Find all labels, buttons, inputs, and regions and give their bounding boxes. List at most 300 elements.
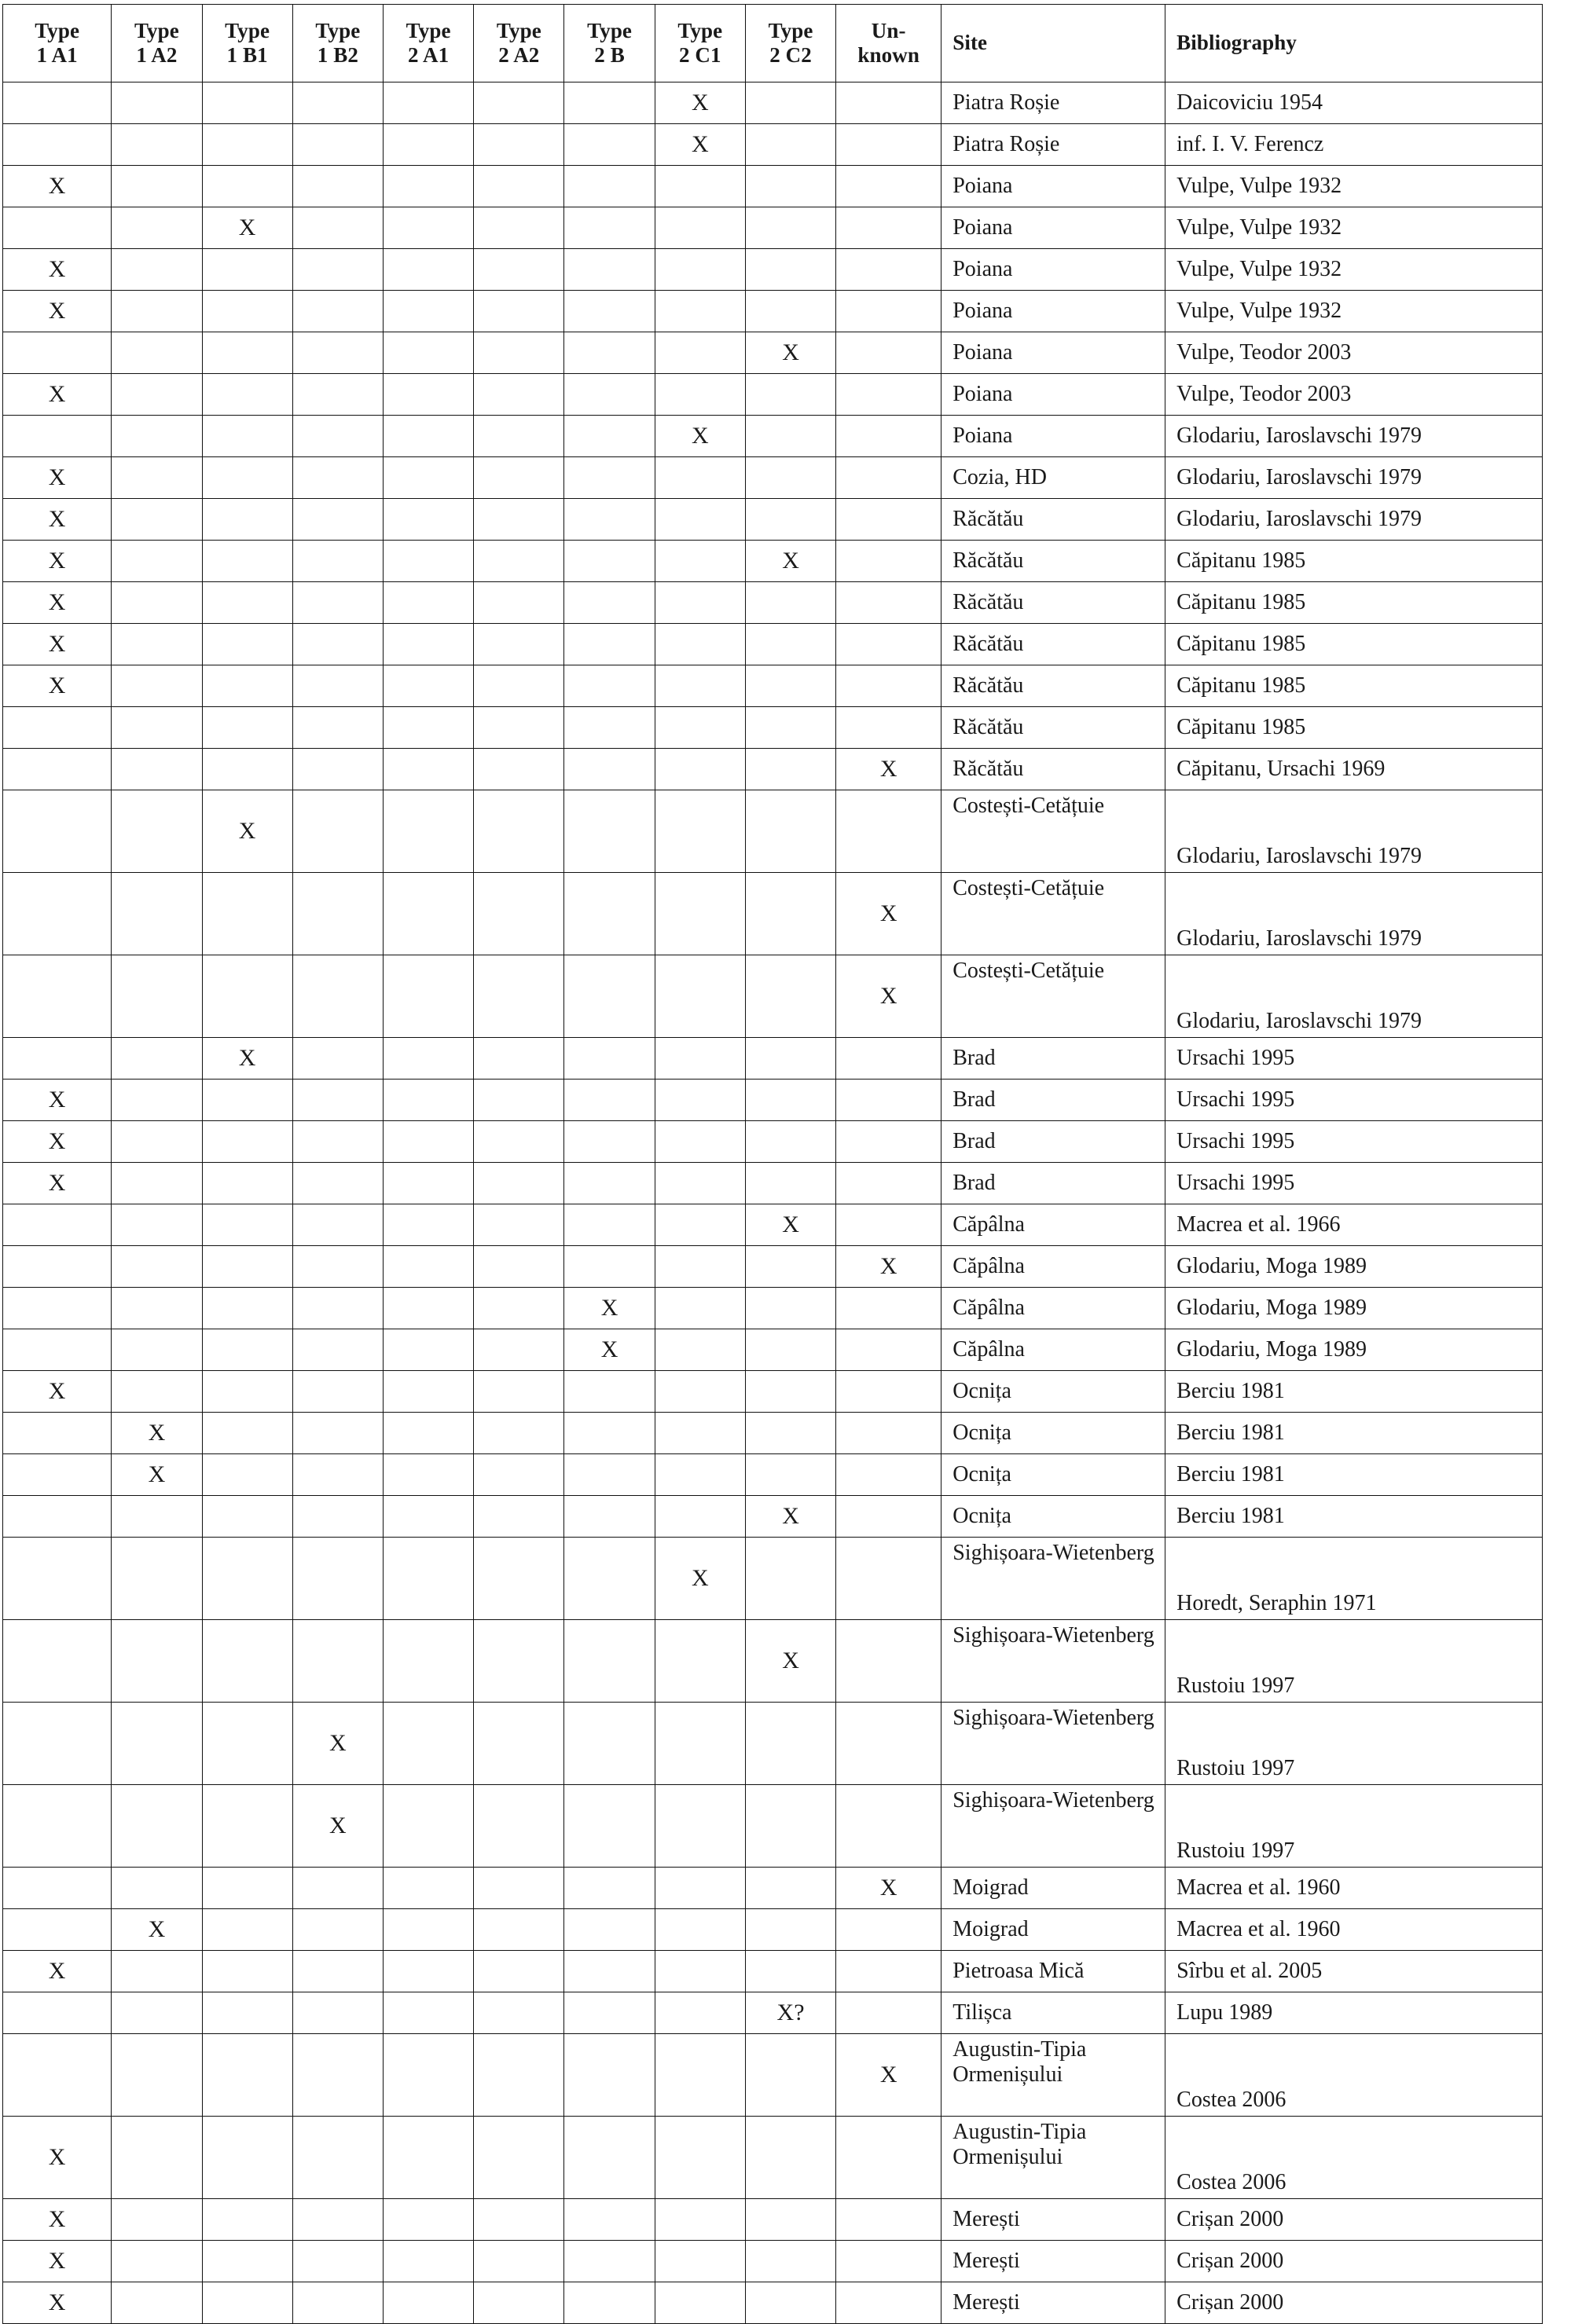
cell-site: Sighișoara-Wietenberg [941, 1538, 1165, 1620]
cell-type-2-b [564, 749, 655, 790]
cell-unknown [836, 166, 941, 207]
cell-unknown [836, 416, 941, 457]
cell-type-2-b [564, 955, 655, 1038]
cell-type-1-b2 [292, 2117, 383, 2199]
table-row [3, 1371, 1543, 1413]
cell-type-2-a1 [383, 249, 473, 291]
cell-type-1-b2 [292, 582, 383, 624]
table-row [3, 790, 1543, 873]
cell-type-1-a1: X [3, 166, 112, 207]
cell-bibliography: Căpitanu 1985 [1165, 707, 1543, 749]
column-header-bibliography [1165, 5, 1543, 82]
cell-bibliography: Berciu 1981 [1165, 1371, 1543, 1413]
cell-type-2-c1 [655, 1038, 745, 1080]
cell-type-1-b2 [292, 332, 383, 374]
cell-type-2-b [564, 2034, 655, 2117]
cell-type-1-b1 [202, 499, 292, 541]
cell-type-1-a2 [112, 457, 202, 499]
cell-unknown [836, 82, 941, 124]
cell-site: Ocnița [941, 1413, 1165, 1454]
cell-site: Merești [941, 2199, 1165, 2241]
cell-type-2-a2 [474, 124, 564, 166]
table-row [3, 332, 1543, 374]
column-header-type-2-a2 [474, 5, 564, 82]
cell-type-2-a2 [474, 2282, 564, 2324]
cell-type-2-c2 [745, 249, 835, 291]
cell-type-2-c1 [655, 2117, 745, 2199]
cell-type-1-b2 [292, 166, 383, 207]
cell-type-1-a1 [3, 82, 112, 124]
cell-bibliography: Rustoiu 1997 [1165, 1785, 1543, 1868]
column-header-line1: Un- [871, 18, 906, 42]
cell-type-2-c2 [745, 1413, 835, 1454]
table-row [3, 1080, 1543, 1121]
cell-type-1-a1: X [3, 374, 112, 416]
cell-type-2-b: X [564, 1329, 655, 1371]
cell-site: Răcătău [941, 624, 1165, 665]
cell-type-2-c1 [655, 541, 745, 582]
cell-type-2-a1 [383, 790, 473, 873]
cell-type-1-b1: X [202, 790, 292, 873]
cell-unknown [836, 374, 941, 416]
cell-type-2-c1 [655, 790, 745, 873]
cell-type-1-b2 [292, 1496, 383, 1538]
cell-type-2-a2 [474, 1038, 564, 1080]
cell-type-1-a1 [3, 1785, 112, 1868]
cell-unknown [836, 1785, 941, 1868]
cell-bibliography: Ursachi 1995 [1165, 1163, 1543, 1204]
cell-type-2-c1 [655, 1246, 745, 1288]
cell-type-2-b [564, 582, 655, 624]
cell-type-1-b1 [202, 416, 292, 457]
cell-type-1-b2 [292, 1204, 383, 1246]
cell-type-1-a2 [112, 2117, 202, 2199]
cell-type-2-a1 [383, 457, 473, 499]
cell-type-2-c1 [655, 873, 745, 955]
cell-type-2-b [564, 1204, 655, 1246]
cell-type-1-b2: X [292, 1703, 383, 1785]
cell-type-2-a2 [474, 955, 564, 1038]
cell-type-2-b [564, 2117, 655, 2199]
cell-type-1-b2 [292, 207, 383, 249]
column-header-line2: 2 A1 [408, 43, 450, 67]
cell-type-1-a1: X [3, 665, 112, 707]
column-header-line2: 1 B2 [317, 43, 358, 67]
cell-type-1-a1 [3, 1413, 112, 1454]
cell-unknown [836, 624, 941, 665]
cell-type-1-a1 [3, 1992, 112, 2034]
cell-type-2-a2 [474, 582, 564, 624]
cell-type-1-b2 [292, 1620, 383, 1703]
cell-type-2-b [564, 2282, 655, 2324]
cell-type-2-c1 [655, 1371, 745, 1413]
cell-type-1-b1 [202, 1951, 292, 1992]
cell-type-1-b2 [292, 457, 383, 499]
cell-type-2-a1 [383, 1121, 473, 1163]
cell-type-2-c1 [655, 582, 745, 624]
cell-type-1-b2 [292, 1371, 383, 1413]
cell-type-2-b: X [564, 1288, 655, 1329]
cell-type-2-a1 [383, 873, 473, 955]
cell-type-1-a2 [112, 582, 202, 624]
cell-site: Căpâlna [941, 1246, 1165, 1288]
table-row [3, 707, 1543, 749]
table-row [3, 541, 1543, 582]
cell-type-2-b [564, 457, 655, 499]
table-row [3, 1163, 1543, 1204]
cell-type-2-a2 [474, 2241, 564, 2282]
cell-bibliography: Berciu 1981 [1165, 1413, 1543, 1454]
cell-type-1-a2 [112, 1620, 202, 1703]
cell-type-1-a1 [3, 1538, 112, 1620]
cell-type-2-a1 [383, 665, 473, 707]
cell-type-2-b [564, 1496, 655, 1538]
cell-type-1-b2 [292, 1121, 383, 1163]
cell-type-1-b1 [202, 166, 292, 207]
cell-type-2-a2 [474, 207, 564, 249]
cell-type-2-a1 [383, 1454, 473, 1496]
cell-type-2-b [564, 1246, 655, 1288]
cell-bibliography: Ursachi 1995 [1165, 1038, 1543, 1080]
cell-unknown [836, 1454, 941, 1496]
cell-bibliography: Căpitanu 1985 [1165, 582, 1543, 624]
cell-type-1-b1 [202, 1288, 292, 1329]
cell-type-1-a2 [112, 1868, 202, 1909]
cell-type-2-a2 [474, 332, 564, 374]
cell-type-1-a1: X [3, 2199, 112, 2241]
cell-unknown [836, 1288, 941, 1329]
table-row [3, 2282, 1543, 2324]
cell-type-2-b [564, 291, 655, 332]
cell-type-2-b [564, 207, 655, 249]
cell-type-1-b1 [202, 1413, 292, 1454]
cell-type-2-c1 [655, 1413, 745, 1454]
cell-type-2-b [564, 873, 655, 955]
cell-type-2-a2 [474, 249, 564, 291]
cell-type-1-b1 [202, 2034, 292, 2117]
cell-type-2-c1 [655, 1785, 745, 1868]
cell-type-1-b2 [292, 1329, 383, 1371]
cell-site: Merești [941, 2241, 1165, 2282]
cell-type-2-b [564, 1454, 655, 1496]
cell-type-1-b1 [202, 2199, 292, 2241]
cell-type-2-b [564, 790, 655, 873]
cell-type-1-b2 [292, 124, 383, 166]
cell-type-1-b2 [292, 2034, 383, 2117]
cell-bibliography: Costea 2006 [1165, 2034, 1543, 2117]
cell-type-1-a2: X [112, 1454, 202, 1496]
cell-type-2-a1 [383, 2034, 473, 2117]
cell-bibliography: Glodariu, Iaroslavschi 1979 [1165, 955, 1543, 1038]
cell-type-2-a1 [383, 1785, 473, 1868]
cell-type-2-a1 [383, 2199, 473, 2241]
cell-type-1-b2 [292, 1992, 383, 2034]
cell-type-1-a1 [3, 416, 112, 457]
cell-unknown [836, 707, 941, 749]
cell-type-2-c2 [745, 457, 835, 499]
table-row [3, 166, 1543, 207]
cell-unknown [836, 2241, 941, 2282]
table-row [3, 291, 1543, 332]
cell-type-1-b1 [202, 955, 292, 1038]
cell-type-2-a2 [474, 166, 564, 207]
cell-type-2-b [564, 707, 655, 749]
cell-bibliography: Costea 2006 [1165, 2117, 1543, 2199]
cell-bibliography: Berciu 1981 [1165, 1454, 1543, 1496]
cell-unknown [836, 541, 941, 582]
cell-type-2-b [564, 1538, 655, 1620]
cell-site: Piatra Roșie [941, 82, 1165, 124]
cell-type-2-c2 [745, 1538, 835, 1620]
cell-bibliography: Glodariu, Moga 1989 [1165, 1329, 1543, 1371]
cell-site: Răcătău [941, 541, 1165, 582]
cell-type-1-a2 [112, 1329, 202, 1371]
cell-type-1-a2 [112, 499, 202, 541]
cell-type-1-a2 [112, 541, 202, 582]
cell-type-1-a2 [112, 1038, 202, 1080]
cell-type-2-a1 [383, 499, 473, 541]
cell-type-2-b [564, 665, 655, 707]
cell-site: Costești-Cetățuie [941, 873, 1165, 955]
cell-type-2-b [564, 1868, 655, 1909]
table-row [3, 955, 1543, 1038]
cell-type-2-c2 [745, 1329, 835, 1371]
column-header-line2: 2 A2 [498, 43, 540, 67]
cell-type-2-a1 [383, 207, 473, 249]
table-row [3, 749, 1543, 790]
table-row [3, 1909, 1543, 1951]
cell-type-2-a1 [383, 2117, 473, 2199]
cell-type-1-b1 [202, 582, 292, 624]
table-header [3, 5, 1543, 82]
cell-type-2-a1 [383, 1868, 473, 1909]
cell-type-1-b1 [202, 541, 292, 582]
cell-type-2-c2 [745, 124, 835, 166]
column-header-type-1-a2 [112, 5, 202, 82]
cell-type-1-b1 [202, 374, 292, 416]
cell-type-1-b1 [202, 624, 292, 665]
cell-site: Răcătău [941, 749, 1165, 790]
cell-type-2-a1 [383, 624, 473, 665]
cell-type-1-a1 [3, 1204, 112, 1246]
cell-type-1-a2 [112, 1163, 202, 1204]
cell-unknown: X [836, 873, 941, 955]
cell-type-2-c1 [655, 1080, 745, 1121]
cell-unknown: X [836, 1246, 941, 1288]
cell-bibliography: Vulpe, Vulpe 1932 [1165, 166, 1543, 207]
cell-type-1-a2: X [112, 1413, 202, 1454]
cell-unknown: X [836, 1868, 941, 1909]
cell-type-2-a1 [383, 1538, 473, 1620]
cell-type-2-a2 [474, 1496, 564, 1538]
column-header-line1: Type [134, 18, 179, 42]
cell-type-1-b2: X [292, 1785, 383, 1868]
cell-type-2-c2: X [745, 541, 835, 582]
cell-type-2-c2 [745, 1703, 835, 1785]
cell-type-2-c1: X [655, 416, 745, 457]
cell-type-2-a2 [474, 2034, 564, 2117]
page-sheet [0, 4, 1571, 2324]
cell-type-2-a1 [383, 1620, 473, 1703]
cell-type-1-b2 [292, 624, 383, 665]
cell-type-2-a1 [383, 1288, 473, 1329]
column-header-type-2-b [564, 5, 655, 82]
cell-site: Pietroasa Mică [941, 1951, 1165, 1992]
cell-type-2-a1 [383, 1080, 473, 1121]
cell-type-1-a2 [112, 1371, 202, 1413]
cell-type-2-c2 [745, 1371, 835, 1413]
cell-unknown [836, 1703, 941, 1785]
cell-type-2-a2 [474, 1246, 564, 1288]
cell-site: Răcătău [941, 582, 1165, 624]
cell-bibliography: Rustoiu 1997 [1165, 1620, 1543, 1703]
cell-type-2-a1 [383, 1909, 473, 1951]
cell-type-1-a2 [112, 665, 202, 707]
cell-type-1-a2 [112, 1080, 202, 1121]
cell-type-2-a2 [474, 1454, 564, 1496]
cell-type-2-c1 [655, 2199, 745, 2241]
cell-type-2-a2 [474, 1121, 564, 1163]
cell-type-2-c2 [745, 1785, 835, 1868]
cell-type-2-a1 [383, 374, 473, 416]
cell-site: Răcătău [941, 665, 1165, 707]
cell-type-2-b [564, 1413, 655, 1454]
cell-bibliography: Glodariu, Iaroslavschi 1979 [1165, 416, 1543, 457]
cell-type-2-a1 [383, 1951, 473, 1992]
cell-type-2-c2 [745, 1951, 835, 1992]
cell-type-1-b2 [292, 1413, 383, 1454]
cell-type-2-a1 [383, 332, 473, 374]
cell-type-1-a1 [3, 1038, 112, 1080]
cell-type-1-b1 [202, 749, 292, 790]
table-row [3, 374, 1543, 416]
cell-type-1-b2 [292, 1454, 383, 1496]
column-header-unknown [836, 5, 941, 82]
cell-type-2-c1 [655, 457, 745, 499]
cell-bibliography: Crișan 2000 [1165, 2199, 1543, 2241]
cell-type-1-b1 [202, 1909, 292, 1951]
cell-unknown [836, 1909, 941, 1951]
cell-site: Piatra Roșie [941, 124, 1165, 166]
cell-unknown [836, 665, 941, 707]
column-header-line1: Site [953, 31, 988, 55]
cell-type-1-a2 [112, 1951, 202, 1992]
cell-type-2-a2 [474, 1080, 564, 1121]
cell-site: Căpâlna [941, 1204, 1165, 1246]
column-header-line1: Bibliography [1176, 31, 1297, 55]
cell-type-2-a2 [474, 1204, 564, 1246]
cell-type-2-a1 [383, 541, 473, 582]
cell-type-1-a2 [112, 416, 202, 457]
cell-type-1-a1 [3, 332, 112, 374]
cell-bibliography: Sîrbu et al. 2005 [1165, 1951, 1543, 1992]
cell-site: Poiana [941, 249, 1165, 291]
cell-type-2-c1 [655, 955, 745, 1038]
cell-type-1-b2 [292, 1909, 383, 1951]
cell-type-2-b [564, 1785, 655, 1868]
column-header-type-2-c2 [745, 5, 835, 82]
cell-type-2-c2 [745, 374, 835, 416]
cell-type-2-c1 [655, 1288, 745, 1329]
cell-type-1-b2 [292, 1038, 383, 1080]
cell-type-2-a2 [474, 1329, 564, 1371]
cell-site: Brad [941, 1080, 1165, 1121]
cell-bibliography: Vulpe, Teodor 2003 [1165, 332, 1543, 374]
cell-type-2-a2 [474, 1288, 564, 1329]
cell-type-2-b [564, 1992, 655, 2034]
table-row [3, 1288, 1543, 1329]
cell-type-2-c1 [655, 1620, 745, 1703]
cell-type-1-a2 [112, 790, 202, 873]
cell-type-1-a2 [112, 2241, 202, 2282]
table-row [3, 1703, 1543, 1785]
table-row [3, 2241, 1543, 2282]
cell-unknown [836, 1496, 941, 1538]
cell-type-2-a1 [383, 1246, 473, 1288]
column-header-line1: Type [315, 18, 361, 42]
cell-type-1-b1 [202, 1121, 292, 1163]
cell-type-2-a2 [474, 790, 564, 873]
cell-unknown [836, 1620, 941, 1703]
cell-bibliography: Glodariu, Iaroslavschi 1979 [1165, 873, 1543, 955]
cell-type-2-a2 [474, 1538, 564, 1620]
cell-bibliography: inf. I. V. Ferencz [1165, 124, 1543, 166]
cell-type-1-b1 [202, 665, 292, 707]
cell-type-1-a1 [3, 955, 112, 1038]
cell-type-2-a2 [474, 1909, 564, 1951]
cell-type-2-c2: X [745, 332, 835, 374]
cell-bibliography: Rustoiu 1997 [1165, 1703, 1543, 1785]
cell-type-2-c2 [745, 1909, 835, 1951]
cell-type-2-b [564, 82, 655, 124]
cell-type-1-a1 [3, 1703, 112, 1785]
cell-type-2-c2 [745, 873, 835, 955]
cell-type-2-b [564, 624, 655, 665]
cell-bibliography: Vulpe, Vulpe 1932 [1165, 249, 1543, 291]
cell-type-2-c2 [745, 1163, 835, 1204]
table-row [3, 582, 1543, 624]
cell-type-2-a2 [474, 1163, 564, 1204]
cell-type-1-a2 [112, 955, 202, 1038]
table-row [3, 1121, 1543, 1163]
cell-type-2-c2 [745, 665, 835, 707]
cell-site: Brad [941, 1163, 1165, 1204]
cell-type-1-b1 [202, 1703, 292, 1785]
cell-type-1-b2 [292, 1538, 383, 1620]
cell-unknown [836, 124, 941, 166]
table-row [3, 1538, 1543, 1620]
table-row [3, 1204, 1543, 1246]
cell-type-1-b2 [292, 82, 383, 124]
cell-type-1-a2 [112, 1496, 202, 1538]
table-row [3, 1454, 1543, 1496]
cell-type-2-a1 [383, 291, 473, 332]
cell-type-2-b [564, 332, 655, 374]
cell-unknown [836, 1121, 941, 1163]
cell-site: Costești-Cetățuie [941, 790, 1165, 873]
cell-site: Augustin-Tipia Ormenișului [941, 2034, 1165, 2117]
cell-type-1-a1 [3, 2034, 112, 2117]
cell-type-1-a2 [112, 1538, 202, 1620]
cell-type-1-b1 [202, 124, 292, 166]
cell-site: Cozia, HD [941, 457, 1165, 499]
cell-type-2-c1 [655, 1454, 745, 1496]
cell-type-2-a2 [474, 374, 564, 416]
cell-type-1-b1 [202, 1868, 292, 1909]
cell-site: Ocnița [941, 1496, 1165, 1538]
cell-type-1-a1: X [3, 582, 112, 624]
table-row [3, 665, 1543, 707]
